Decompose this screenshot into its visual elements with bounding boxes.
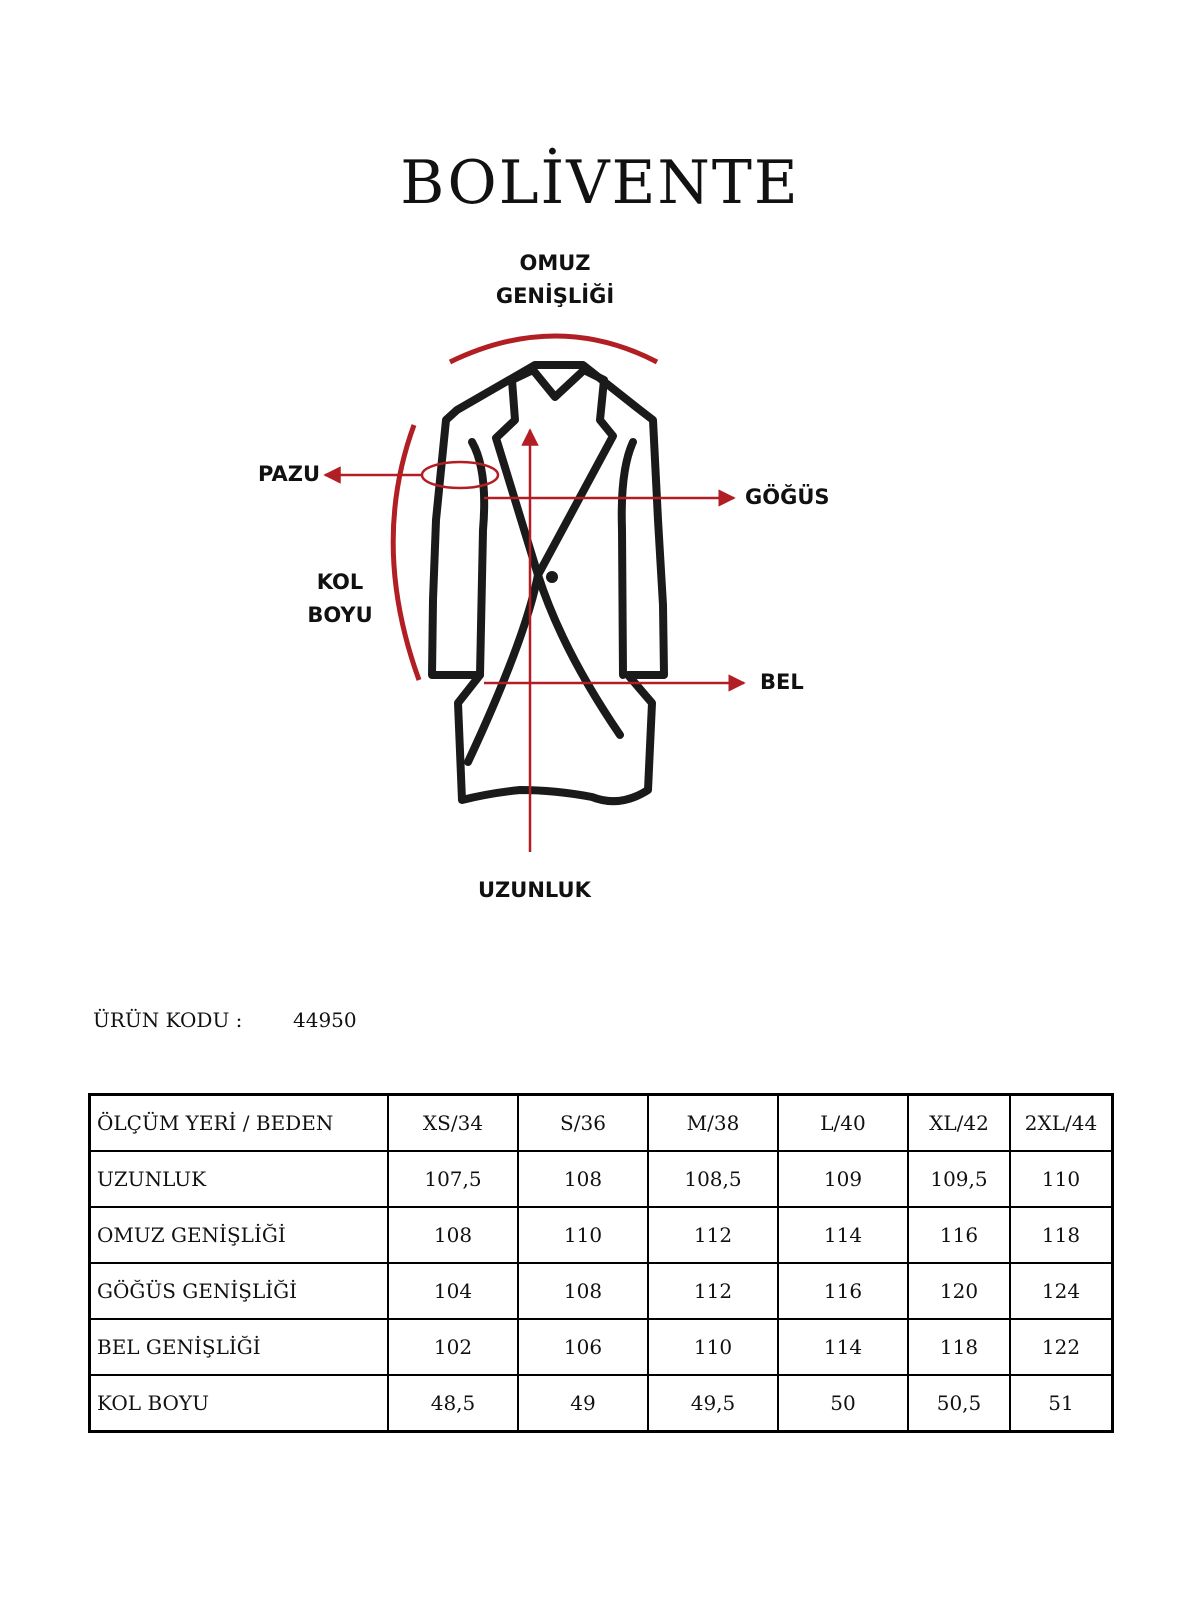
header-cell: M/38 [648,1095,778,1152]
table-cell: 116 [908,1207,1010,1263]
table-cell: 109,5 [908,1151,1010,1207]
left-sleeve-outline [472,442,484,675]
table-cell: 108 [388,1207,518,1263]
sleeve-arc [393,425,419,680]
table-row [90,1207,1113,1263]
row-label-cell: BEL GENİŞLİĞİ [90,1319,389,1375]
table-cell: 51 [1010,1375,1113,1432]
bicep-label: PAZU [258,462,320,486]
table-cell: 109 [778,1151,908,1207]
table-cell: 114 [778,1319,908,1375]
table-row [90,1319,1113,1375]
bicep-ellipse [422,462,498,488]
header-cell: L/40 [778,1095,908,1152]
sleeve-label-line1: KOL [316,570,364,594]
header-cell: S/36 [518,1095,648,1152]
table-cell: 120 [908,1263,1010,1319]
table-cell: 122 [1010,1319,1113,1375]
right-sleeve-outline [622,442,633,675]
waist-label: BEL [760,670,804,694]
table-row [90,1375,1113,1432]
row-label-cell: UZUNLUK [90,1151,389,1207]
table-cell: 108 [518,1151,648,1207]
right-lapel-outline [468,370,613,762]
table-cell: 104 [388,1263,518,1319]
product-code-label: ÜRÜN KODU : [93,1008,243,1032]
coat-illustration [432,365,664,801]
table-cell: 112 [648,1263,778,1319]
shoulder-width-label [470,247,640,313]
table-cell: 110 [1010,1151,1113,1207]
table-cell: 107,5 [388,1151,518,1207]
row-label-cell: KOL BOYU [90,1375,389,1432]
coat-button [546,571,558,583]
product-code-value: 44950 [293,1008,357,1032]
shoulder-arc [450,336,657,362]
table-cell: 102 [388,1319,518,1375]
size-chart-table [88,1093,1114,1433]
table-cell: 110 [518,1207,648,1263]
table-cell: 108 [518,1263,648,1319]
chest-label: GÖĞÜS [745,485,830,509]
header-cell: XL/42 [908,1095,1010,1152]
shoulder-label-line2: GENİŞLİĞİ [495,284,615,308]
shoulder-label-line1: OMUZ [519,251,591,275]
coat-body-outline [432,365,664,801]
sleeve-length-label [300,566,380,632]
table-cell: 118 [908,1319,1010,1375]
product-code [93,1008,357,1032]
collar-outline [533,370,584,397]
header-cell: ÖLÇÜM YERİ / BEDEN [90,1095,389,1152]
sleeve-label-line2: BOYU [307,603,373,627]
header-cell: 2XL/44 [1010,1095,1113,1152]
table-cell: 49,5 [648,1375,778,1432]
table-cell: 49 [518,1375,648,1432]
brand-logo: BOLİVENTE [400,148,800,218]
table-cell: 106 [518,1319,648,1375]
table-cell: 114 [778,1207,908,1263]
header-cell: XS/34 [388,1095,518,1152]
table-cell: 110 [648,1319,778,1375]
table-row [90,1263,1113,1319]
table-cell: 50,5 [908,1375,1010,1432]
table-cell: 108,5 [648,1151,778,1207]
table-cell: 50 [778,1375,908,1432]
table-header-row [90,1095,1113,1152]
table-row [90,1151,1113,1207]
row-label-cell: OMUZ GENİŞLİĞİ [90,1207,389,1263]
table-cell: 116 [778,1263,908,1319]
table-cell: 124 [1010,1263,1113,1319]
length-label: UZUNLUK [478,878,591,902]
table-cell: 112 [648,1207,778,1263]
table-cell: 118 [1010,1207,1113,1263]
row-label-cell: GÖĞÜS GENİŞLİĞİ [90,1263,389,1319]
table-cell: 48,5 [388,1375,518,1432]
